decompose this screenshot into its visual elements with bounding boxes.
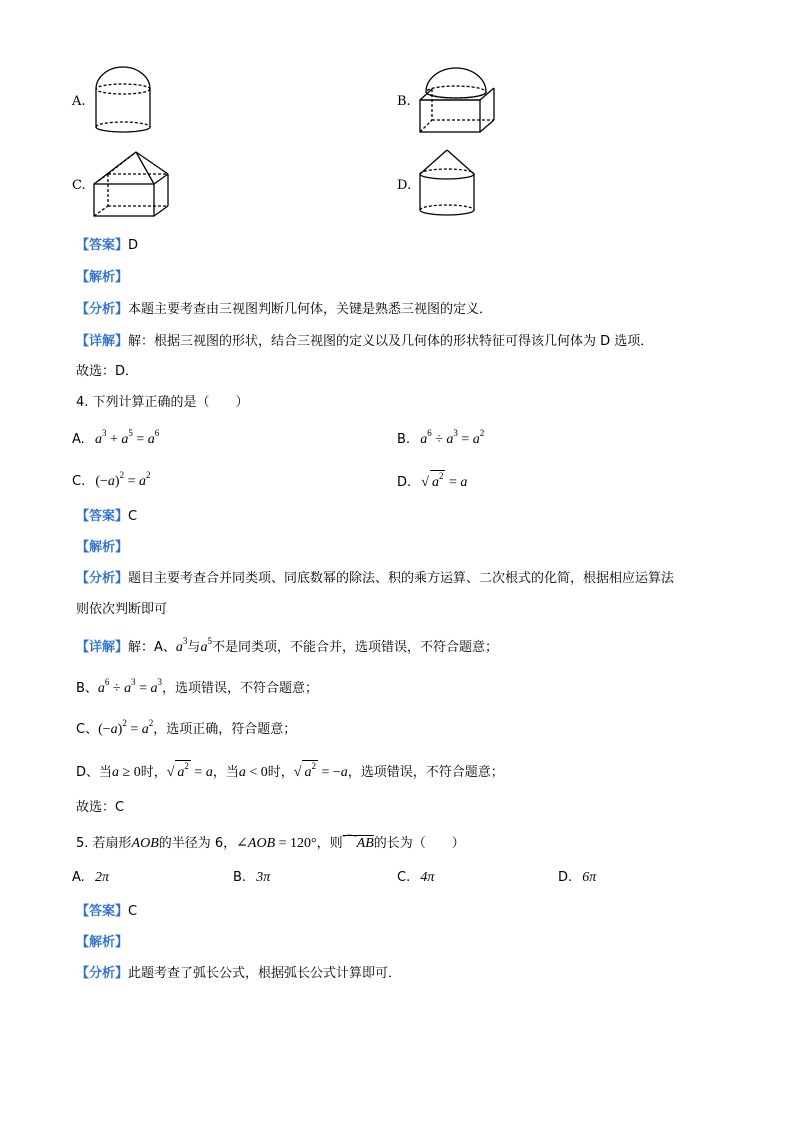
q4-detail-a: 【详解】解：A、$a^3$与$a^5$不是同类项，不能合并，选项错误，不符合题意； xyxy=(76,636,498,655)
q4-answer-line: 【答案】C xyxy=(76,509,138,524)
q4-option-b: B. $a^6 \div a^3 = a^2$ xyxy=(397,428,485,447)
q5-option-b: B. 3π xyxy=(233,870,271,885)
figure-hemisphere-on-cylinder xyxy=(88,64,158,138)
q4-fenxi-line2: 则依次判断即可 xyxy=(76,602,168,617)
q4-answer: C xyxy=(128,509,138,524)
q5-analysis-heading: 【解析】 xyxy=(76,935,129,950)
q4-analysis-heading: 【解析】 xyxy=(76,540,129,555)
q3-answer: D xyxy=(128,238,139,253)
q4-option-a: A. $a^3 + a^5 = a^6$ xyxy=(72,428,160,447)
q4-stem: 4. 下列计算正确的是（ ） xyxy=(76,395,249,410)
q5-stem: 5. 若扇形AOB的半径为 6，∠AOB = 120°，则⌒AB的长为（ ） xyxy=(76,836,465,851)
figure-pyramid-on-cuboid xyxy=(88,146,174,222)
option-c-label: C. xyxy=(72,178,86,193)
q4-detail-b: B、$a^6 \div a^3 = a^3$，选项错误，不符合题意； xyxy=(76,677,319,696)
option-d-label: D. xyxy=(397,178,412,193)
q4-option-d: D. √ $a^2 = a$ xyxy=(397,471,468,490)
option-a-label: A. xyxy=(72,94,86,109)
q3-fenxi: 【分析】本题主要考查由三视图判断几何体，关键是熟悉三视图的定义． xyxy=(76,302,493,317)
q5-fenxi: 【分析】此题考查了弧长公式，根据弧长公式计算即可． xyxy=(76,966,402,981)
figure-hemisphere-on-cube xyxy=(412,62,502,140)
q3-detail: 【详解】解：根据三视图的形状，结合三视图的定义以及几何体的形状特征可得该几何体为 D 选项． xyxy=(76,334,654,349)
q3-answer-line xyxy=(76,234,138,253)
q5-answer-line: 【答案】C xyxy=(76,904,138,919)
option-b-label: B. xyxy=(397,94,411,109)
q4-conclusion: 故选：C xyxy=(76,800,125,815)
q3-conclusion: 故选：D． xyxy=(76,364,139,379)
q4-fenxi: 【分析】题目主要考查合并同类项、同底数幂的除法、积的乘方运算、二次根式的化简，根据相应运算法 xyxy=(76,571,675,586)
q5-answer: C xyxy=(128,904,138,919)
q4-option-c: C. $(-a)^2 = a^2$ xyxy=(72,470,151,489)
q5-option-d: D. 6π xyxy=(558,870,597,885)
q5-option-a: A. 2π xyxy=(72,870,109,885)
answer-tag: 【答案】 xyxy=(76,238,129,253)
q3-analysis-heading: 【解析】 xyxy=(76,270,129,285)
q5-option-c: C. 4π xyxy=(397,870,435,885)
q4-detail-d: D、当a ≥ 0时，√ $a^2 = a$，当a < 0时，√ $a^2 = -a$，选项错误，不符合题意； xyxy=(76,761,504,780)
figure-cone-on-cylinder xyxy=(412,146,482,222)
q4-detail-c: C、$(-a)^2 = a^2$，选项正确，符合题意； xyxy=(76,718,297,737)
